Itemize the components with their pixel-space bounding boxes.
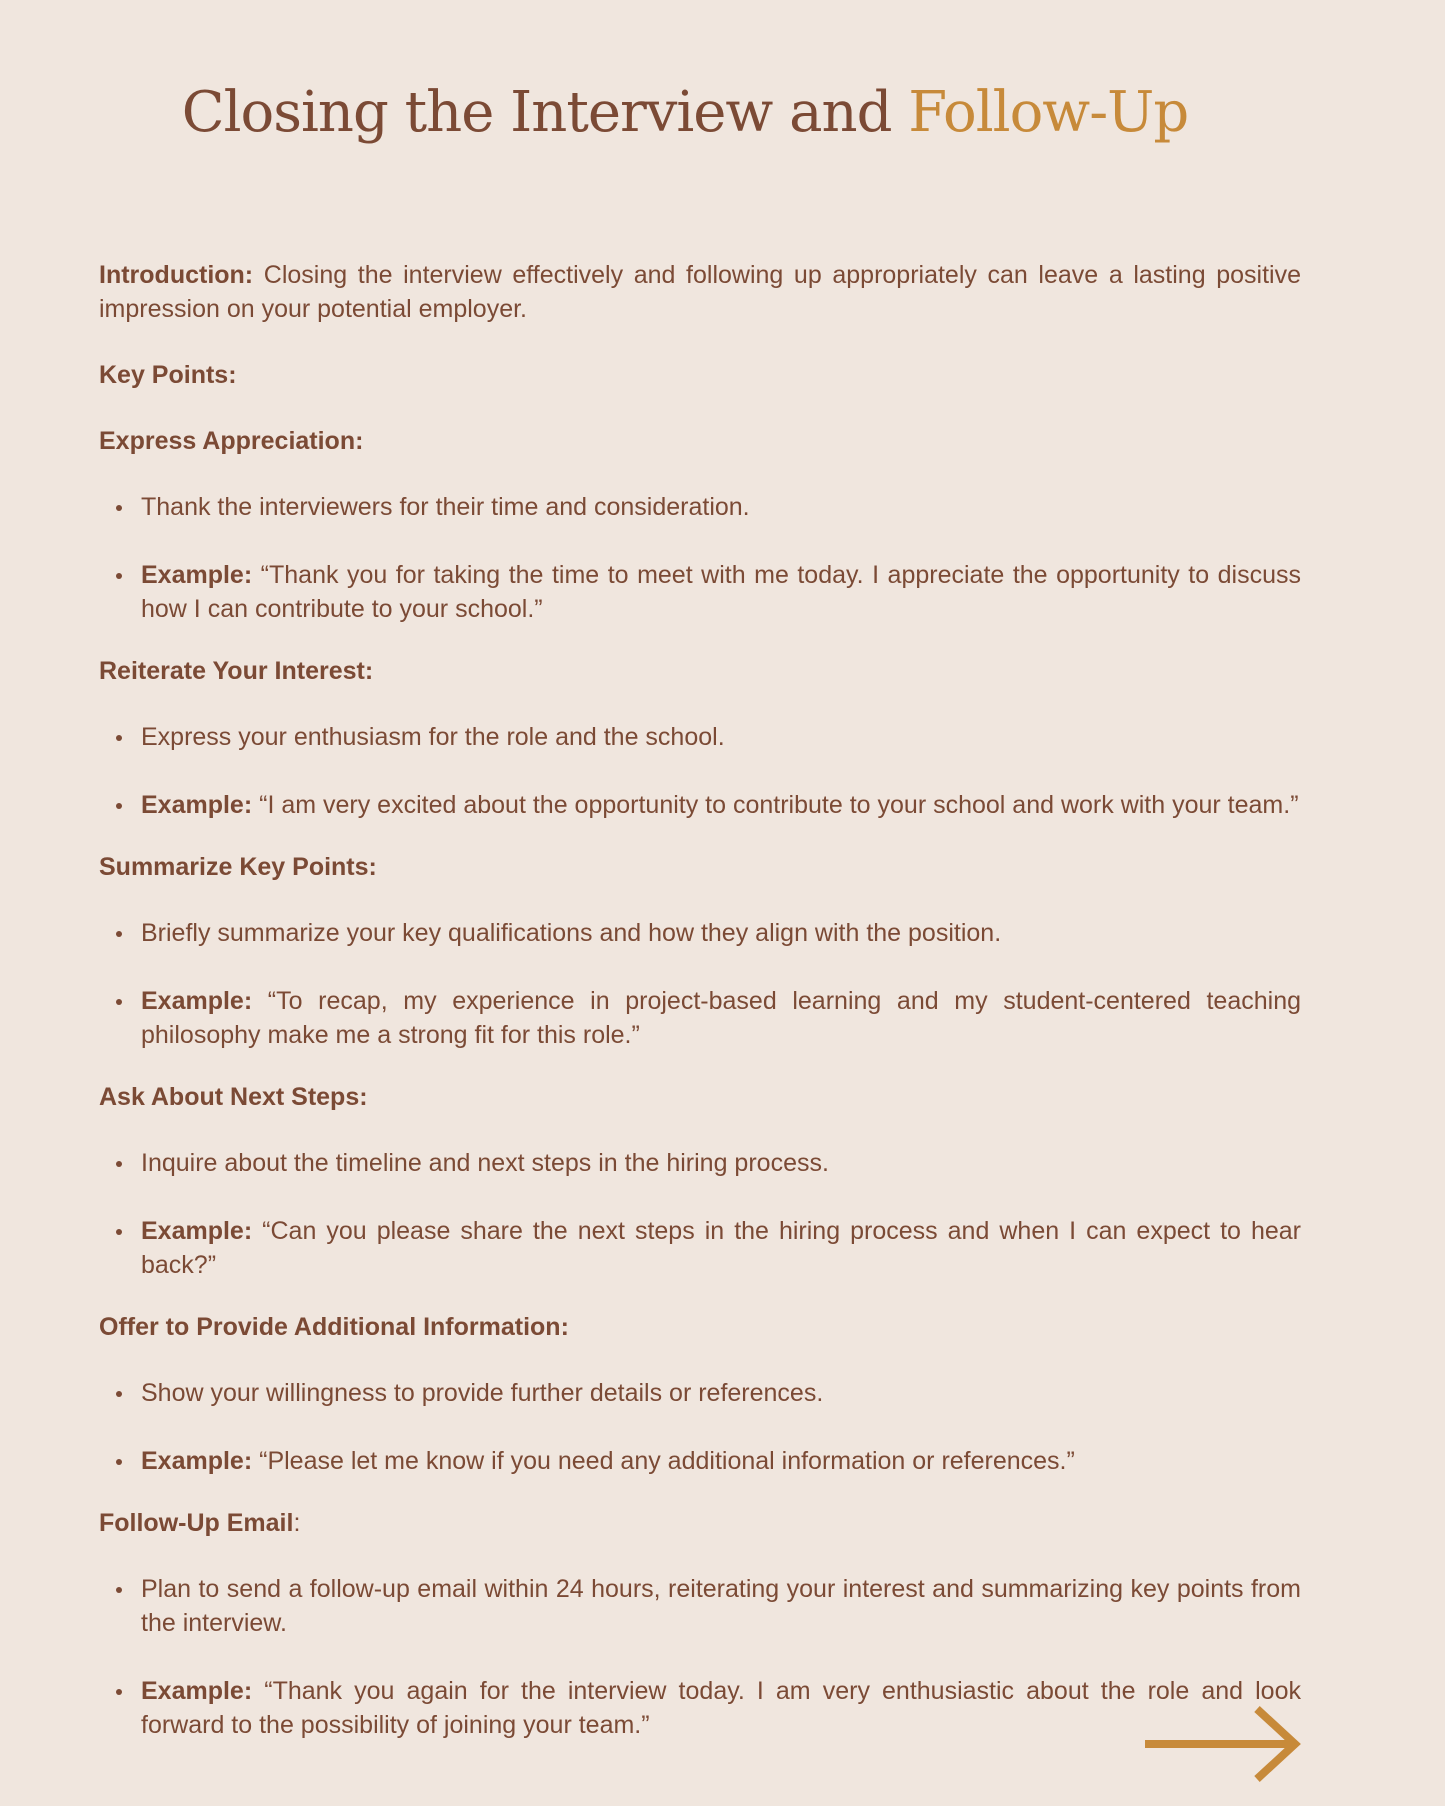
- example-text: “Thank you for taking the time to meet with me today. I appreciate the opportunity to discuss how I can contribute to your school.”: [141, 561, 1301, 623]
- example-text: “Thank you again for the interview today. I am very enthusiastic about the role and look forward to the possibility of joining your team.”: [141, 1677, 1301, 1739]
- section-list: [99, 1146, 1301, 1282]
- example-label: Example:: [141, 1217, 253, 1245]
- section-heading: Ask About Next Steps:: [99, 1083, 368, 1111]
- example-text: “To recap, my experience in project-based learning and my student-centered teaching philosophy make me a strong fit for this role.”: [141, 987, 1301, 1049]
- example-label: Example:: [141, 987, 253, 1015]
- list-item: [99, 720, 1301, 754]
- section-list: [99, 916, 1301, 1052]
- list-item: [99, 1214, 1301, 1282]
- section-list: [99, 720, 1301, 822]
- introduction-label: Introduction:: [99, 261, 254, 289]
- list-item: [99, 1376, 1301, 1410]
- document-body: [99, 258, 1301, 1770]
- follow-up-heading-suffix: :: [293, 1509, 301, 1537]
- section-heading: Summarize Key Points:: [99, 853, 377, 881]
- point-text: Briefly summarize your key qualifications and how they align with the position.: [141, 919, 1002, 947]
- point-text: Express your enthusiasm for the role and the school.: [141, 723, 725, 751]
- key-points-heading: Key Points:: [99, 361, 237, 389]
- follow-up-heading: [99, 1506, 1301, 1540]
- arrow-right-icon[interactable]: [1145, 1706, 1303, 1782]
- point-text: Thank the interviewers for their time and consideration.: [141, 493, 750, 521]
- introduction-text: Closing the interview effectively and following up appropriately can leave a lasting positive impression on your potential employer.: [99, 261, 1301, 323]
- section-heading: Reiterate Your Interest:: [99, 657, 374, 685]
- section-list: [99, 1376, 1301, 1478]
- list-item: [99, 1146, 1301, 1180]
- title-accent: Follow-Up: [908, 80, 1189, 145]
- example-text: “Can you please share the next steps in the hiring process and when I can expect to hear back?”: [141, 1217, 1301, 1279]
- example-label: Example:: [141, 561, 253, 589]
- example-text: “I am very excited about the opportunity to contribute to your school and work with your team.”: [252, 791, 1299, 819]
- section-heading: Express Appreciation:: [99, 427, 364, 455]
- list-item: [99, 1572, 1301, 1640]
- section-list: [99, 490, 1301, 626]
- follow-up-heading-text: Follow-Up Email: [99, 1509, 294, 1537]
- example-label: Example:: [141, 791, 253, 819]
- example-label: Example:: [141, 1447, 253, 1475]
- list-item: [99, 1674, 1301, 1742]
- list-item: [99, 984, 1301, 1052]
- list-item: [99, 788, 1301, 822]
- point-text: Inquire about the timeline and next steps in the hiring process.: [141, 1149, 829, 1177]
- point-text: Show your willingness to provide further details or references.: [141, 1379, 824, 1407]
- example-label: Example:: [141, 1677, 253, 1705]
- point-text: Plan to send a follow-up email within 24 hours, reiterating your interest and summarizing key points from the interview.: [141, 1575, 1301, 1637]
- list-item: [99, 490, 1301, 524]
- introduction-paragraph: [99, 258, 1301, 326]
- follow-up-list: [99, 1572, 1301, 1742]
- section-heading: Offer to Provide Additional Information:: [99, 1313, 569, 1341]
- list-item: [99, 916, 1301, 950]
- list-item: [99, 558, 1301, 626]
- list-item: [99, 1444, 1301, 1478]
- example-text: “Please let me know if you need any additional information or references.”: [252, 1447, 1075, 1475]
- page-title: [0, 80, 1370, 145]
- title-main: Closing the Interview and: [181, 80, 892, 145]
